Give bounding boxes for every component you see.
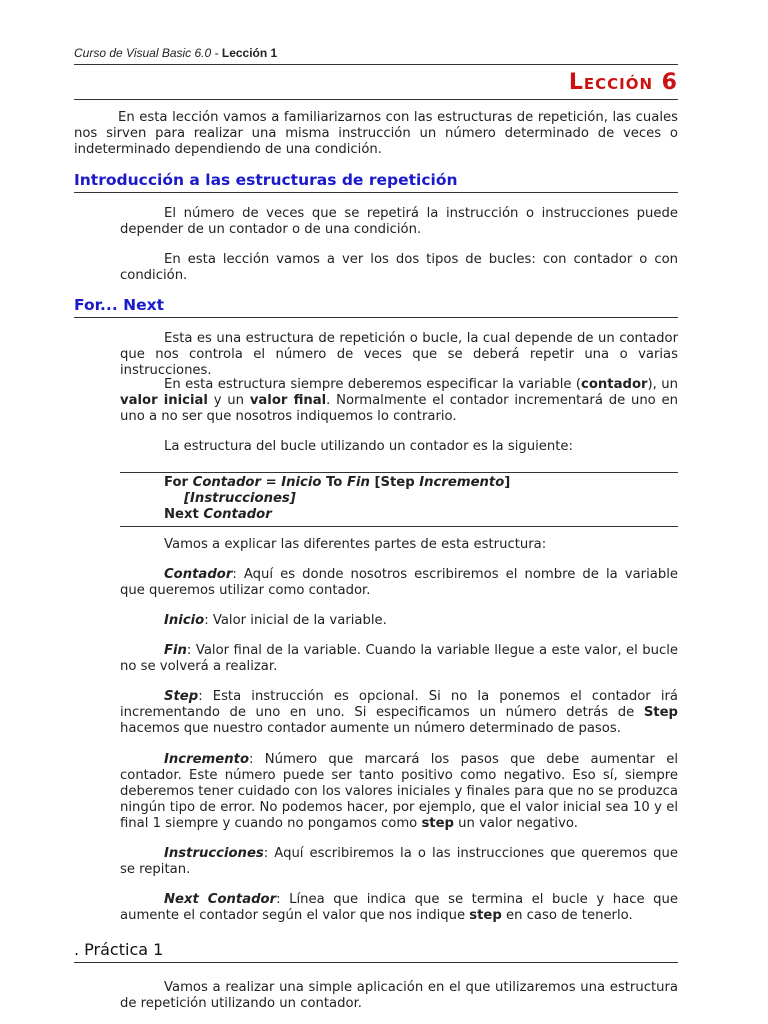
header-lesson-ref: Lección 1 [221, 46, 278, 60]
part-instrucciones: Instrucciones: Aquí escribiremos la o las instrucciones que queremos que se repitan. [120, 846, 678, 877]
code-line-for: For Contador = Inicio To Fin [Step Incremento] [164, 475, 511, 490]
section1-paragraph-1: El número de veces que se repetirá la instrucción o instrucciones puede depender de un contador o de una condición. [120, 206, 678, 237]
code-block [120, 472, 678, 527]
practice-heading: . Práctica 1 [74, 940, 678, 963]
part-step: Step: Esta instrucción es opcional. Si no la ponemos el contador irá incrementando de uno en uno. Si especificamos un número detrás de Step hacemos que nuestro contador aumente un número determinado de pasos. [120, 689, 678, 736]
code-line-instrucciones: [Instrucciones] [184, 491, 296, 506]
explain-intro: Vamos a explicar las diferentes partes de esta estructura: [164, 537, 547, 552]
section-heading-for-next: For... Next [74, 296, 678, 318]
intro-paragraph: En esta lección vamos a familiarizarnos con las estructuras de repetición, las cuales nos sirven para realizar una misma instrucción un número determinado de veces o indeterminado dependiendo de una condición. [74, 110, 678, 157]
course-title: Curso de Visual Basic 6.0 - [74, 46, 219, 60]
section2-paragraph-1: Esta es una estructura de repetición o bucle, la cual depende de un contador que nos controla el número de veces que se deberá repetir una o varias instrucciones. [120, 331, 678, 378]
running-header [74, 46, 678, 65]
part-next-contador: Next Contador: Línea que indica que se termina el bucle y hace que aumente el contador según el valor que nos indique step en caso de tenerlo. [120, 892, 678, 923]
part-fin: Fin: Valor final de la variable. Cuando la variable llegue a este valor, el bucle no se volverá a realizar. [120, 643, 678, 674]
lesson-title: Lección 6 [568, 70, 678, 95]
part-incremento: Incremento: Número que marcará los pasos que debe aumentar el contador. Este número puede ser tanto positivo como negativo. Eso sí, siempre deberemos tener cuidado con los valores iniciales y finales para que no se produzca ningún tipo de error. No podemos hacer, por ejemplo, que el valor inicial sea 10 y el final 1 siempre y cuando no pongamos como step un valor negativo. [120, 752, 678, 831]
section1-paragraph-2: En esta lección vamos a ver los dos tipos de bucles: con contador o con condición. [120, 252, 678, 283]
section-heading-intro: Introducción a las estructuras de repetición [74, 171, 678, 193]
part-inicio: Inicio: Valor inicial de la variable. [164, 613, 387, 628]
section2-paragraph-2: En esta estructura siempre deberemos especificar la variable (contador), un valor inicial y un valor final. Normalmente el contador incrementará de uno en uno a no ser que nosotros indiquemos lo contrario. [120, 377, 678, 424]
part-contador: Contador: Aquí es donde nosotros escribiremos el nombre de la variable que queremos utilizar como contador. [120, 567, 678, 598]
code-line-next: Next Contador [164, 507, 272, 522]
section2-paragraph-3: La estructura del bucle utilizando un contador es la siguiente: [164, 439, 573, 454]
lesson-title-rule [74, 99, 678, 100]
practice-paragraph-1: Vamos a realizar una simple aplicación en el que utilizaremos una estructura de repetición utilizando un contador. [120, 980, 678, 1011]
